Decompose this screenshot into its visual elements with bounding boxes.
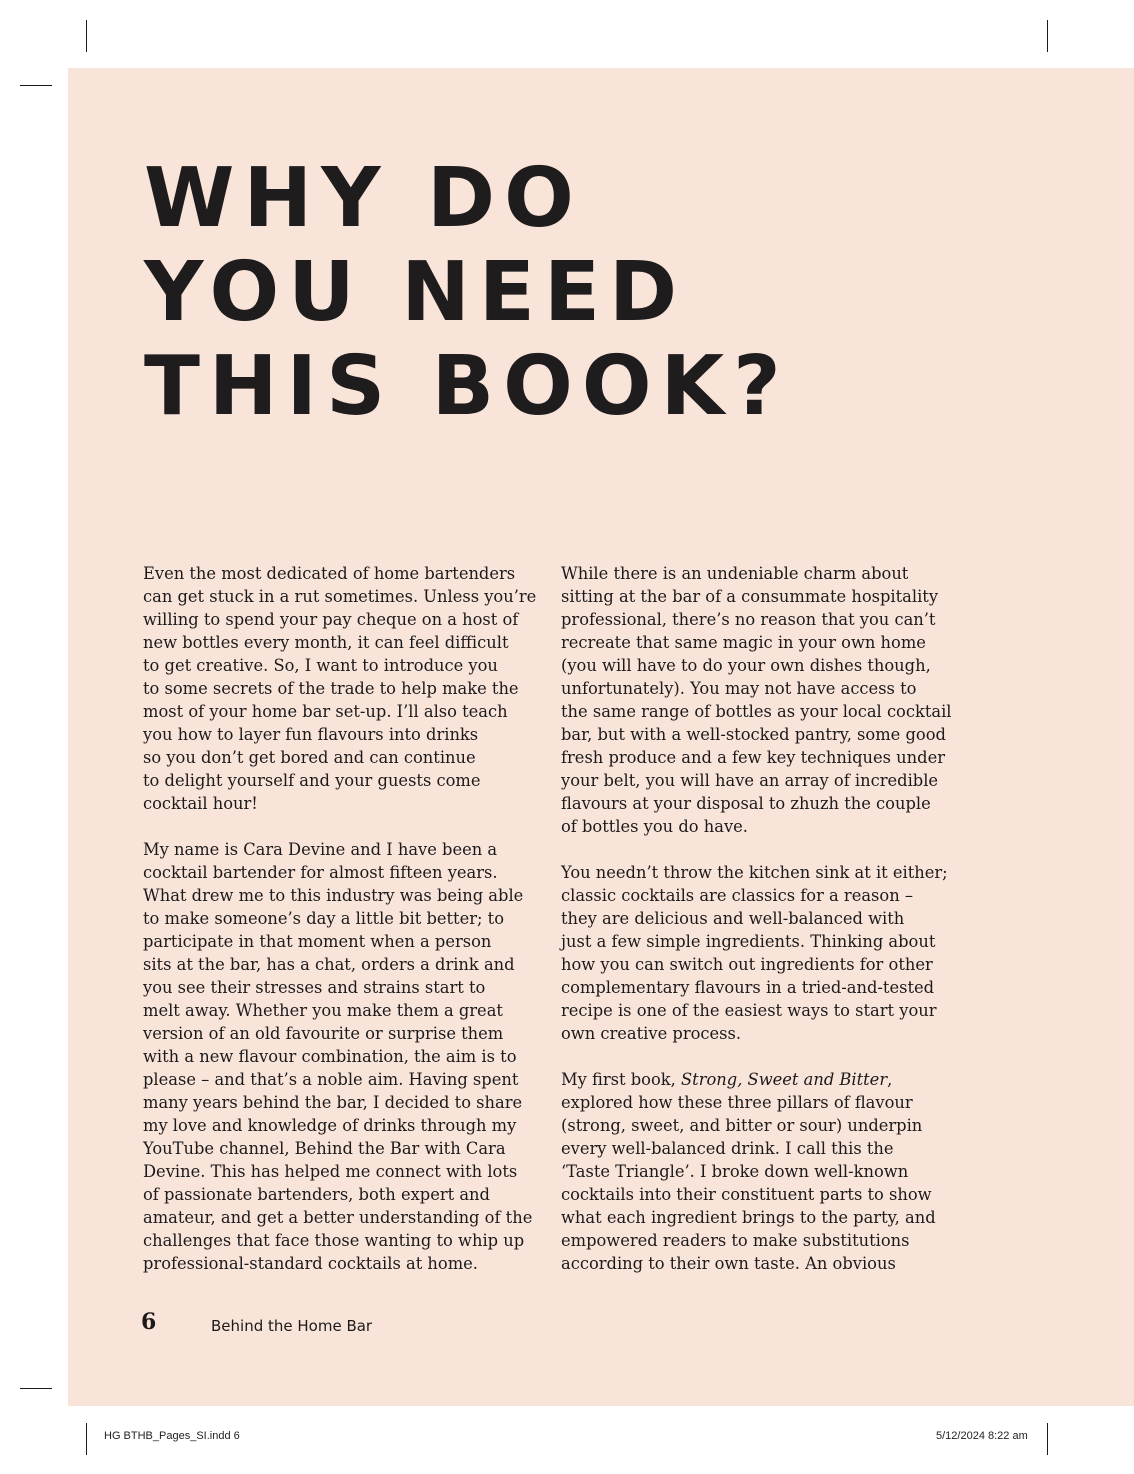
text-line: recreate that same magic in your own home bbox=[561, 633, 926, 652]
text-column-right bbox=[561, 562, 981, 1275]
text-line: your belt, you will have an array of incredible bbox=[561, 771, 939, 790]
text-line: classic cocktails are classics for a reason – bbox=[561, 886, 913, 905]
crop-mark bbox=[86, 1423, 87, 1455]
text-line: you how to layer fun flavours into drinks bbox=[143, 725, 479, 744]
text-line: willing to spend your pay cheque on a host of bbox=[143, 610, 519, 629]
title-line: YOU NEED bbox=[144, 245, 687, 340]
text-line: cocktail hour! bbox=[143, 794, 258, 813]
text-line: you see their stresses and strains start to bbox=[143, 978, 486, 997]
text-line: the same range of bottles as your local cocktail bbox=[561, 702, 952, 721]
text-line: bar, but with a well-stocked pantry, some good bbox=[561, 725, 946, 744]
text-line: according to their own taste. An obvious bbox=[561, 1254, 896, 1273]
text-line: professional, there’s no reason that you can’t bbox=[561, 610, 936, 629]
text-line: Devine. This has helped me connect with lots bbox=[143, 1162, 518, 1181]
text-line: recipe is one of the easiest ways to start your bbox=[561, 1001, 937, 1020]
text-line: participate in that moment when a person bbox=[143, 932, 492, 951]
paragraph bbox=[561, 1068, 981, 1275]
text-line: My name is Cara Devine and I have been a bbox=[143, 840, 498, 859]
text-line: complementary flavours in a tried-and-tested bbox=[561, 978, 935, 997]
book-page bbox=[68, 68, 1134, 1406]
text-line: to some secrets of the trade to help make the bbox=[143, 679, 519, 698]
text-line: challenges that face those wanting to whip up bbox=[143, 1231, 525, 1250]
text-line: (you will have to do your own dishes though, bbox=[561, 656, 931, 675]
title-line: THIS BOOK? bbox=[144, 339, 790, 434]
text-line: to get creative. So, I want to introduce you bbox=[143, 656, 498, 675]
text-line: just a few simple ingredients. Thinking about bbox=[561, 932, 936, 951]
text-line: sitting at the bar of a consummate hospitality bbox=[561, 587, 939, 606]
text-line: how you can switch out ingredients for other bbox=[561, 955, 933, 974]
text-line: many years behind the bar, I decided to share bbox=[143, 1093, 523, 1112]
text-line: explored how these three pillars of flavour bbox=[561, 1093, 913, 1112]
text-line: (strong, sweet, and bitter or sour) underpin bbox=[561, 1116, 923, 1135]
text-line bbox=[561, 1068, 981, 1091]
text-line: they are delicious and well-balanced with bbox=[561, 909, 905, 928]
text-line: of passionate bartenders, both expert and bbox=[143, 1185, 490, 1204]
text-line: most of your home bar set-up. I’ll also teach bbox=[143, 702, 508, 721]
crop-mark bbox=[86, 20, 87, 52]
text-line: flavours at your disposal to zhuzh the couple bbox=[561, 794, 931, 813]
text-line: to make someone’s day a little bit better; to bbox=[143, 909, 505, 928]
text-line: what each ingredient brings to the party, and bbox=[561, 1208, 936, 1227]
text-line: professional-standard cocktails at home. bbox=[143, 1254, 478, 1273]
text-line: to delight yourself and your guests come bbox=[143, 771, 481, 790]
text-line: version of an old favourite or surprise them bbox=[143, 1024, 504, 1043]
text-line: please – and that’s a noble aim. Having spent bbox=[143, 1070, 519, 1089]
text-line: amateur, and get a better understanding of the bbox=[143, 1208, 533, 1227]
text-line: What drew me to this industry was being able bbox=[143, 886, 524, 905]
page-title bbox=[144, 152, 790, 434]
title-line: WHY DO bbox=[144, 151, 583, 246]
text-line: You needn’t throw the kitchen sink at it either; bbox=[561, 863, 948, 882]
text-line: my love and knowledge of drinks through my bbox=[143, 1116, 517, 1135]
text-line: melt away. Whether you make them a great bbox=[143, 1001, 503, 1020]
text-fragment: My first book, bbox=[561, 1070, 682, 1089]
text-line: cocktails into their constituent parts to show bbox=[561, 1185, 932, 1204]
text-line: fresh produce and a few key techniques under bbox=[561, 748, 945, 767]
text-fragment: , bbox=[887, 1070, 893, 1089]
text-column-left bbox=[143, 562, 563, 1275]
book-title: Strong, Sweet and Bitter bbox=[681, 1070, 888, 1089]
crop-mark bbox=[1047, 20, 1048, 52]
text-line: every well-balanced drink. I call this the bbox=[561, 1139, 894, 1158]
paragraph bbox=[561, 861, 981, 1045]
text-line: Even the most dedicated of home bartenders bbox=[143, 564, 516, 583]
text-line: so you don’t get bored and can continue bbox=[143, 748, 476, 767]
text-line: While there is an undeniable charm about bbox=[561, 564, 909, 583]
paragraph bbox=[561, 562, 981, 838]
slug-date-info: 5/12/2024 8:22 am bbox=[936, 1430, 1028, 1442]
page-number: 6 bbox=[141, 1309, 157, 1335]
text-line: of bottles you do have. bbox=[561, 817, 748, 836]
text-line: cocktail bartender for almost fifteen years. bbox=[143, 863, 498, 882]
text-line: sits at the bar, has a chat, orders a drink and bbox=[143, 955, 515, 974]
text-line: own creative process. bbox=[561, 1024, 742, 1043]
running-title: Behind the Home Bar bbox=[211, 1317, 373, 1335]
crop-mark bbox=[20, 85, 52, 86]
text-line: ‘Taste Triangle’. I broke down well-known bbox=[561, 1162, 909, 1181]
slug-file-info: HG BTHB_Pages_SI.indd 6 bbox=[104, 1430, 240, 1442]
text-line: with a new flavour combination, the aim is to bbox=[143, 1047, 517, 1066]
text-line: YouTube channel, Behind the Bar with Cara bbox=[143, 1139, 506, 1158]
crop-mark bbox=[1047, 1423, 1048, 1455]
text-line: unfortunately). You may not have access to bbox=[561, 679, 917, 698]
crop-mark bbox=[20, 1388, 52, 1389]
text-line: new bottles every month, it can feel difficult bbox=[143, 633, 509, 652]
text-line: empowered readers to make substitutions bbox=[561, 1231, 910, 1250]
paragraph bbox=[143, 838, 563, 1275]
text-line: can get stuck in a rut sometimes. Unless you’re bbox=[143, 587, 537, 606]
paragraph bbox=[143, 562, 563, 815]
